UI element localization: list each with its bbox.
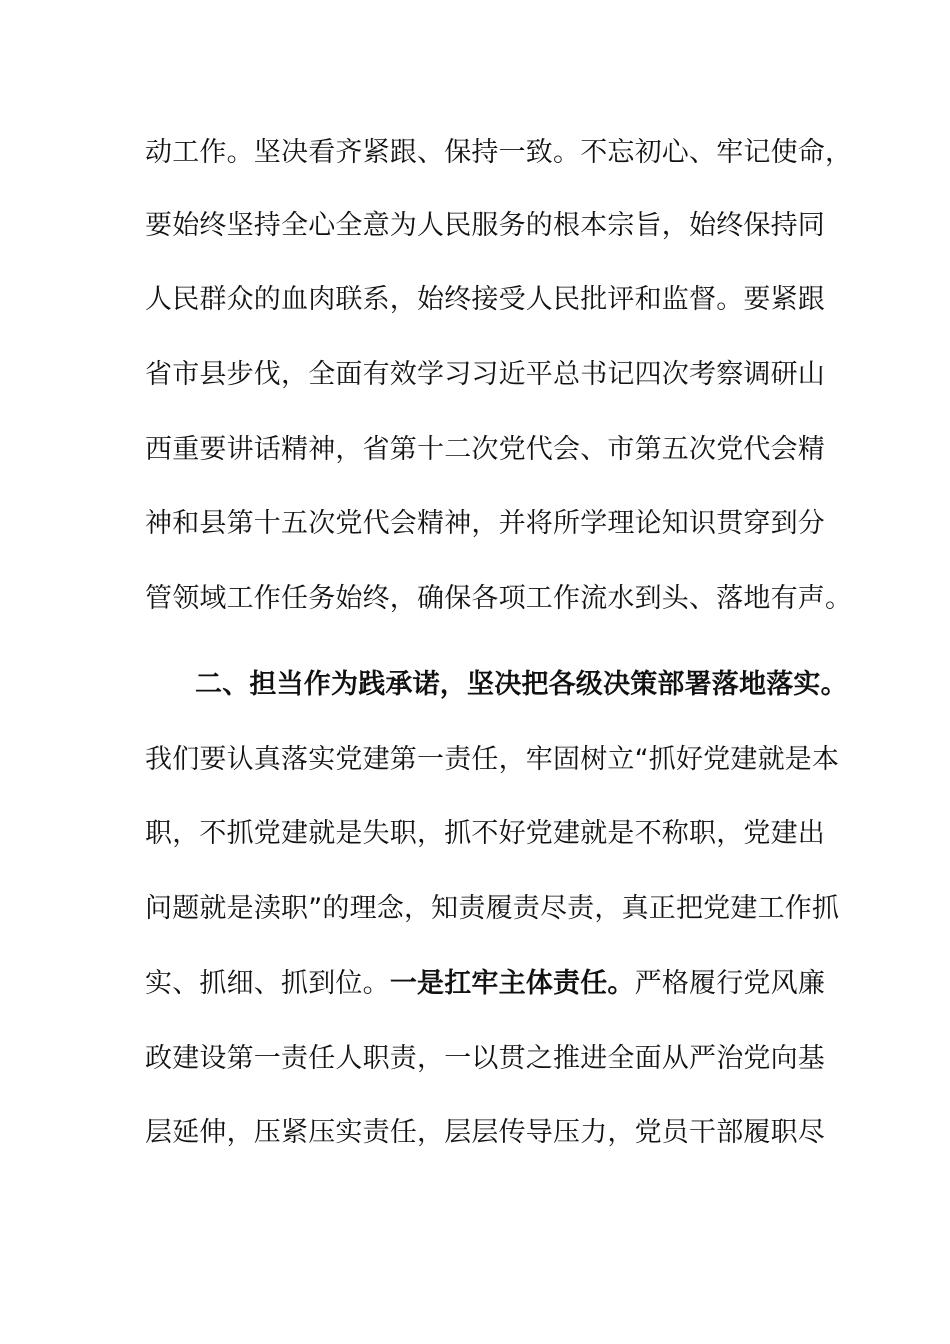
paragraph-line: 政建设第一责任人职责，一以贯之推进全面从严治党向基 [145, 1043, 825, 1074]
section-heading: 二、担当作为践承诺，坚决把各级决策部署落地落实。 [195, 669, 848, 700]
line-text: 实、抓细、抓到位。 [145, 968, 390, 999]
paragraph-line: 职，不抓党建就是失职，抓不好党建就是不称职，党建出 [145, 818, 825, 849]
paragraph-line: 要始终坚持全心全意为人民服务的根本宗旨，始终保持同 [145, 210, 825, 241]
paragraph-line: 人民群众的血肉联系，始终接受人民批评和监督。要紧跟 [145, 284, 825, 315]
paragraph-line: 神和县第十五次党代会精神，并将所学理论知识贯穿到分 [145, 508, 825, 539]
paragraph-line: 西重要讲话精神，省第十二次党代会、市第五次党代会精 [145, 434, 825, 465]
paragraph-line: 我们要认真落实党建第一责任，牢固树立“抓好党建就是本 [145, 744, 840, 775]
paragraph-line: 省市县步伐，全面有效学习习近平总书记四次考察调研山 [145, 359, 825, 390]
paragraph-line-mixed [145, 964, 825, 1004]
paragraph-line: 层延伸，压紧压实责任，层层传导压力，党员干部履职尽 [145, 1117, 825, 1148]
paragraph-line: 问题就是渎职”的理念，知责履责尽责，真正把党建工作抓 [145, 893, 840, 924]
line-text: 严格履行党风廉 [634, 968, 826, 999]
paragraph-line: 动工作。坚决看齐紧跟、保持一致。不忘初心、牢记使命， [145, 137, 853, 168]
paragraph-line: 管领域工作任务始终，确保各项工作流水到头、落地有声。 [145, 583, 853, 614]
bold-subheading: 一是扛牢主体责任。 [389, 968, 635, 999]
